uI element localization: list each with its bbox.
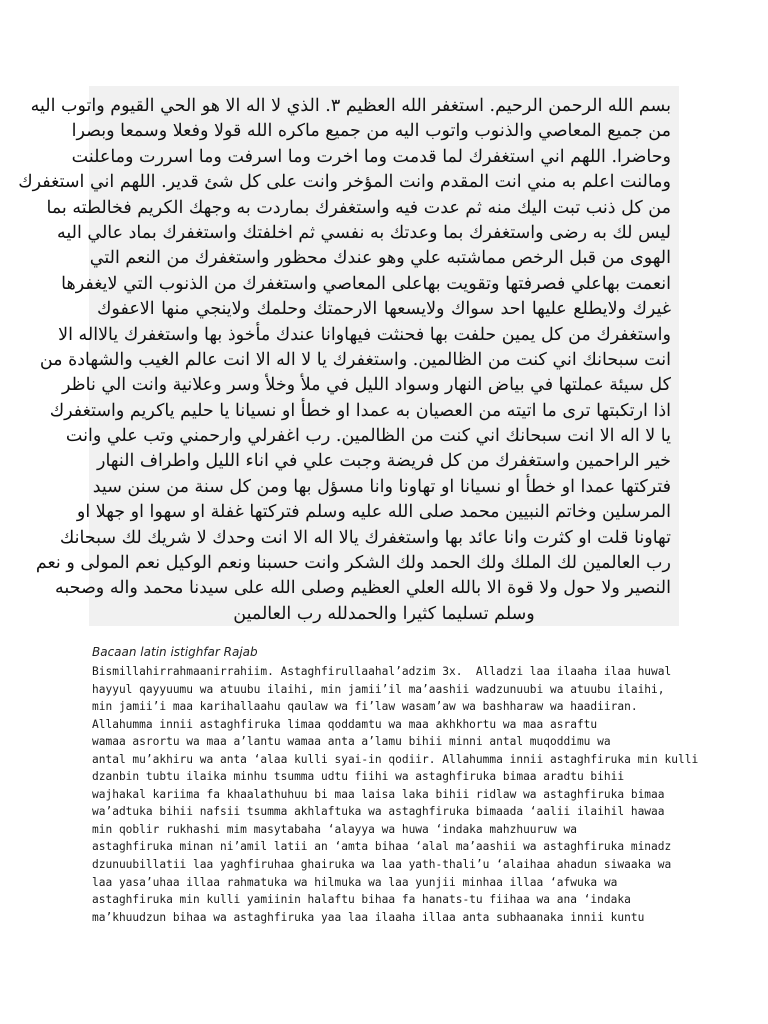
latin-line: dzunuubillatii laa yaghfiruhaa ghairuka wa laa yath-thali’u ‘alaihaa ahadun siwaaka wa (92, 858, 672, 872)
arabic-line: النصير ولا حول ولا قوة الا بالله العلي العظيم وصلى الله على سيدنا محمد واله وصحبه (54, 578, 671, 599)
latin-line: wa’adtuka bihii nafsii tsumma akhlaftuka wa astaghfiruka bimaada ‘aalii ilaihil hawaa (92, 805, 665, 819)
arabic-line: من كل ذنب تبت اليك منه ثم عدت فيه واستغفرك بماردت به وجهك الكريم فخالطته بما (46, 197, 671, 218)
latin-line: astaghfiruka min kulli yamiinin halaftu bihaa fa hanats-tu fiihaa wa ana ‘indaka (92, 893, 631, 907)
arabic-line: من جميع المعاصي والذنوب واتوب اليه من جميع ماكره الله قولا وفعلا وسمعا وبصرا (71, 121, 671, 142)
arabic-line: تهاونا قلت او كثرت وانا عائد بها واستغفرك يالا اله الا انت وحدك لا شريك لك سبحانك (59, 527, 671, 548)
arabic-line: ليس لك به رضى واستغفرك بما وعدتك به نفسي ثم اخلفتك واستغفرك بماد عالي اليه (56, 222, 671, 243)
latin-text-block (92, 663, 699, 926)
latin-line: wamaa asrortu wa maa a’lantu wamaa anta a’lamu bihii minni antal muqoddimu wa (92, 735, 611, 749)
arabic-line: وسلم تسليما كثيرا والحمدلله رب العالمين (233, 603, 535, 624)
arabic-line: وحاضرا. اللهم اني استغفرك لما قدمت وما اخرت وما اسرفت وما اسررت وماعلنت (71, 146, 671, 167)
arabic-line: بسم الله الرحمن الرحيم. استغفر الله العظيم ٣. الذي لا اله الا هو الحي القيوم واتوب اليه (30, 96, 671, 116)
arabic-line: الهوى من قبل الرخص مماشتبه علي وهو عندك محظور واستغفرك من النعم التي (89, 248, 671, 269)
latin-line: Bismillahirrahmaanirrahiim. Astaghfirullaahal’adzim 3x. Alladzi laa ilaaha ilaa huwal (92, 665, 672, 678)
latin-line: laa yasa’uhaa illaa rahmatuka wa hilmuka wa laa yunjii minhaa illaa ‘afwuka wa (92, 875, 618, 889)
latin-line: min qoblir rukhashi mim masytabaha ‘alayya wa huwa ‘indaka mahzhuuruw wa (92, 822, 577, 836)
latin-line: Allahumma innii astaghfiruka limaa qoddamtu wa maa akhkhortu wa maa asraftu (92, 717, 598, 731)
latin-line: dzanbin tubtu ilaika minhu tsumma udtu fiihi wa astaghfiruka bimaa aradtu bihii (92, 770, 625, 784)
arabic-line: ومالنت اعلم به مني انت المقدم وانت المؤخر وانت على كل شئ قدير. اللهم اني استغفرك (18, 172, 671, 193)
arabic-text-block (18, 86, 679, 626)
arabic-line: المرسلين وخاتم النبيين محمد صلى الله عليه وسلم فتركتها غفلة او سهوا او جهلا او (76, 502, 671, 523)
arabic-line: فتركتها عمدا او خطأ او نسيانا او تهاونا وانا مسؤل بها ومن كل سنة من سنن سيد (92, 476, 671, 497)
arabic-line: انعمت بهاعلي فصرفتها وتقويت بهاعلى المعاصي واستغفرك من الذنوب التي لايغفرها (61, 273, 671, 294)
latin-line: ma’khuudzun bihaa wa astaghfiruka yaa laa ilaaha illaa anta subhaanaka innii kuntu (92, 910, 645, 924)
arabic-line: كل سيئة عملتها في بياض النهار وسواد الليل في ملأ وخلأ وسر وعلانية وانت الي ناظر (62, 375, 671, 396)
arabic-line: واستغفرك من كل يمين حلفت بها فحنثت فيهاوانا عندك مأخوذ بها واستغفرك يالااله الا (58, 324, 671, 345)
arabic-line: اذا ارتكبتها ترى ما اتيته من العصيان به عمدا او خطأ او نسيانا يا حليم ياكريم واستغفرك (49, 400, 671, 421)
latin-line: hayyul qayyuumu wa atuubu ilaihi, min jamii’il ma’aashii wadzunuubi wa atuubu ilaihi, (92, 682, 665, 696)
arabic-line: رب العالمين لك الملك ولك الحمد ولك الشكر وانت حسبنا ونعم الوكيل نعم المولى و نعم (35, 553, 671, 574)
arabic-line: غيرك ولايطلع عليها احد سواك ولايسعها الارحمتك وحلمك ولاينجي منها الاعفوك (97, 299, 671, 320)
arabic-line: انت سبحانك اني كنت من الظالمين. واستغفرك يا لا اله الا انت عالم الغيب والشهادة من (39, 349, 671, 370)
latin-line: antal mu’akhiru wa anta ‘alaa kulli syai-in qodiir. Allahumma innii astaghfiruka min kulli (92, 752, 699, 766)
latin-line: wajhakal kariima fa khaalathuhuu bi maa laisa laka bihii ridlaw wa astaghfiruka bimaa (92, 787, 665, 801)
latin-line: min jamii’i maa karihallaahu qaulaw wa fi’law wasam’aw wa bashharaw wa haadiiran. (92, 700, 638, 714)
arabic-line: يا لا اله الا انت سبحانك اني كنت من الظالمين. رب اغفرلي وارحمني وتب علي وانت (65, 426, 671, 447)
arabic-line: خير الراحمين واستغفرك من كل فريضة وجبت علي في اناء الليل واطراف النهار (97, 451, 671, 472)
latin-line: astaghfiruka minan ni’amil latii an ‘amta bihaa ‘alal ma’aashii wa astaghfiruka minadz (92, 840, 672, 854)
latin-section-title: Bacaan latin istighfar Rajab (92, 645, 258, 659)
